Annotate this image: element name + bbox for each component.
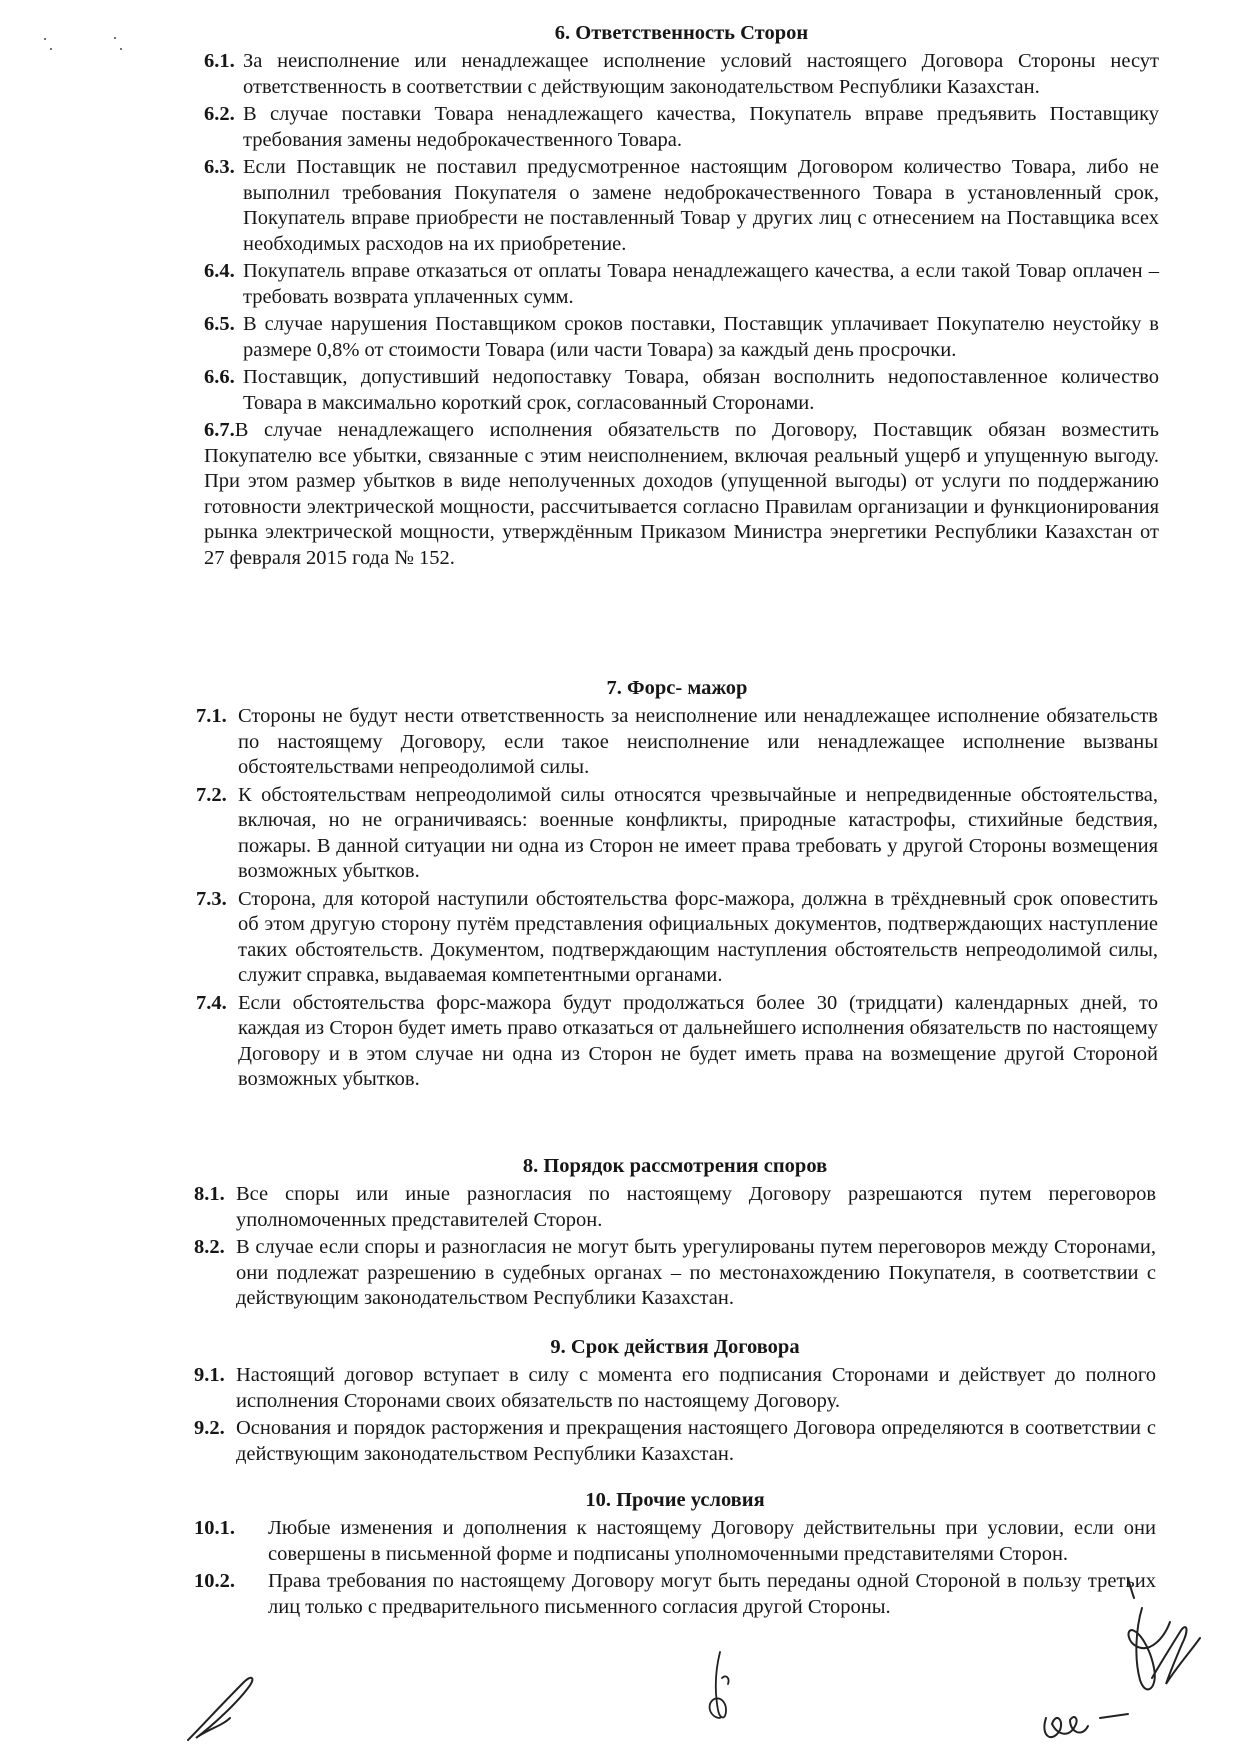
clause-7-1 (196, 704, 1158, 781)
clause-text: Сторона, для которой наступили обстоятельства форс-мажора, должна в трёхдневный срок оповестить об этом другую сторону путём представления официальных документов, подтверждающих наступление таких обстоятельств. Документом, подтверждающим наступления обстоятельств непреодолимой силы, служит справка, выдаваемая компетентными органами. (238, 887, 1158, 986)
clause-text: Если Поставщик не поставил предусмотренное настоящим Договором количество Товара, либо не выполнил требования Покупателя о замене недоброкачественного Товара в установленный срок, Покупатель вправе приобрести не поставленный Товар у других лиц с отнесением на Поставщика всех необходимых расходов на их приобретение. (243, 156, 1159, 255)
clause-number: 9.2. (194, 1417, 225, 1439)
clause-number: 6.1. (204, 50, 235, 72)
section-8 (194, 1153, 1156, 1314)
clause-text: В случае нарушения Поставщиком сроков поставки, Поставщик уплачивает Покупателю неустойку в размере 0,8% от стоимости Товара (или части Товара) за каждый день просрочки. (243, 313, 1159, 361)
signature-initial-center (700, 1648, 740, 1728)
clause-text: Все споры или иные разногласия по настоящему Договору разрешаются путем переговоров уполномоченных представителей Сторон. (236, 1183, 1156, 1231)
signature-initial-left (182, 1668, 262, 1746)
section-6 (204, 20, 1159, 573)
clause-text: Настоящий договор вступает в силу с момента его подписания Сторонами и действует до полного исполнения Сторонами своих обязательств по настоящему Договору. (236, 1364, 1156, 1412)
clause-6-5 (204, 312, 1159, 363)
scan-speck (114, 37, 116, 39)
section-9 (194, 1334, 1156, 1469)
clause-number: 6.7. (204, 419, 235, 441)
scan-speck (120, 48, 122, 50)
clause-6-4 (204, 259, 1159, 310)
clause-number: 6.6. (204, 366, 235, 388)
section-10 (194, 1487, 1156, 1622)
clause-text: В случае ненадлежащего исполнения обязательств по Договору, Поставщик обязан возместить Покупателю все убытки, связанные с этим неисполнением, включая реальный ущерб и упущенную выгоду. При этом размер убытков в виде неполученных доходов (упущенной выгоды) от услуги по поддержанию готовности электрической мощности, рассчитывается согласно Правилам организации и функционирования рынка электрической мощности, утверждённым Приказом Министра энергетики Республики Казахстан от 27 февраля 2015 года № 152. (204, 419, 1159, 569)
signature-right (1030, 1568, 1230, 1750)
clause-number: 9.1. (194, 1364, 225, 1386)
clause-number: 10.2. (194, 1570, 235, 1592)
clause-text: Покупатель вправе отказаться от оплаты Товара ненадлежащего качества, а если такой Товар оплачен – требовать возврата уплаченных сумм. (243, 260, 1159, 308)
clause-8-1 (194, 1182, 1156, 1233)
clause-text: Основания и порядок расторжения и прекращения настоящего Договора определяются в соответствии с действующим законодательством Республики Казахстан. (236, 1417, 1156, 1465)
clause-text: В случае поставки Товара ненадлежащего качества, Покупатель вправе предъявить Поставщику требования замены недоброкачественного Товара. (243, 103, 1159, 151)
clause-number: 6.3. (204, 156, 235, 178)
clause-8-2 (194, 1235, 1156, 1312)
clause-number: 6.5. (204, 313, 235, 335)
clause-9-1 (194, 1363, 1156, 1414)
clause-text: Если обстоятельства форс-мажора будут продолжаться более 30 (тридцати) календарных дней, то каждая из Сторон будет иметь право отказаться от дальнейшего исполнения обязательств по настоящему Договору и в этом случае ни одна из Сторон не будет иметь права на возмещение другой Стороной возможных убытков. (238, 991, 1158, 1090)
clause-number: 7.4. (196, 991, 227, 1014)
clause-text: Стороны не будут нести ответственность за неисполнение или ненадлежащее исполнение обязательств по настоящему Договору, если такое неисполнение или ненадлежащее исполнение вызваны обстоятельствами непреодолимой силы. (238, 705, 1158, 778)
section-7 (196, 675, 1158, 1095)
clause-text: К обстоятельствам непреодолимой силы относятся чрезвычайные и непредвиденные обстоятельства, включая, но не ограничиваясь: военные конфликты, природные катастрофы, стихийные бедствия, пожары. В данной ситуации ни одна из Сторон не имеет права требовать у другой Стороны возмещения возможных убытков. (238, 783, 1158, 882)
clause-6-2 (204, 102, 1159, 153)
scan-speck (44, 38, 46, 40)
clause-text: Поставщик, допустивший недопоставку Товара, обязан восполнить недопоставленное количество Товара в максимально короткий срок, согласованный Сторонами. (243, 366, 1159, 414)
clause-6-3 (204, 155, 1159, 257)
clause-number: 6.2. (204, 103, 235, 125)
section-10-heading: 10. Прочие условия (585, 1489, 765, 1511)
clause-number: 8.2. (194, 1236, 225, 1258)
clause-6-6 (204, 365, 1159, 416)
clause-9-2 (194, 1416, 1156, 1467)
clause-7-2 (196, 783, 1158, 885)
clause-7-3 (196, 887, 1158, 989)
section-7-heading: 7. Форс- мажор (606, 677, 748, 699)
section-8-heading: 8. Порядок рассмотрения споров (522, 1155, 828, 1177)
clause-number: 7.3. (196, 887, 227, 910)
clause-text: Любые изменения и дополнения к настоящему Договору действительны при условии, если они совершены в письменной форме и подписаны уполномоченными представителями Сторон. (268, 1517, 1156, 1565)
clause-text: Права требования по настоящему Договору могут быть переданы одной Стороной в пользу третьих лиц только с предварительного письменного согласия другой Стороны. (268, 1570, 1156, 1618)
clause-number: 7.2. (196, 783, 227, 806)
clause-7-4 (196, 991, 1158, 1093)
clause-6-7 (204, 418, 1159, 571)
clause-6-1 (204, 49, 1159, 100)
clause-10-2 (194, 1569, 1156, 1620)
clause-10-1 (194, 1516, 1156, 1567)
clause-text: В случае если споры и разногласия не могут быть урегулированы путем переговоров между Сторонами, они подлежат разрешению в судебных органах – по местонахождению Покупателя, в соответствии с действующим законодательством Республики Казахстан. (236, 1236, 1156, 1309)
clause-number: 10.1. (194, 1517, 235, 1539)
section-9-heading: 9. Срок действия Договора (550, 1336, 800, 1358)
clause-number: 7.1. (196, 705, 227, 727)
scan-speck (50, 48, 52, 50)
section-6-heading: 6. Ответственность Сторон (554, 22, 809, 44)
clause-text: За неисполнение или ненадлежащее исполнение условий настоящего Договора Стороны несут ответственность в соответствии с действующим законодательством Республики Казахстан. (243, 50, 1159, 98)
clause-number: 6.4. (204, 260, 235, 282)
clause-number: 8.1. (194, 1183, 225, 1205)
